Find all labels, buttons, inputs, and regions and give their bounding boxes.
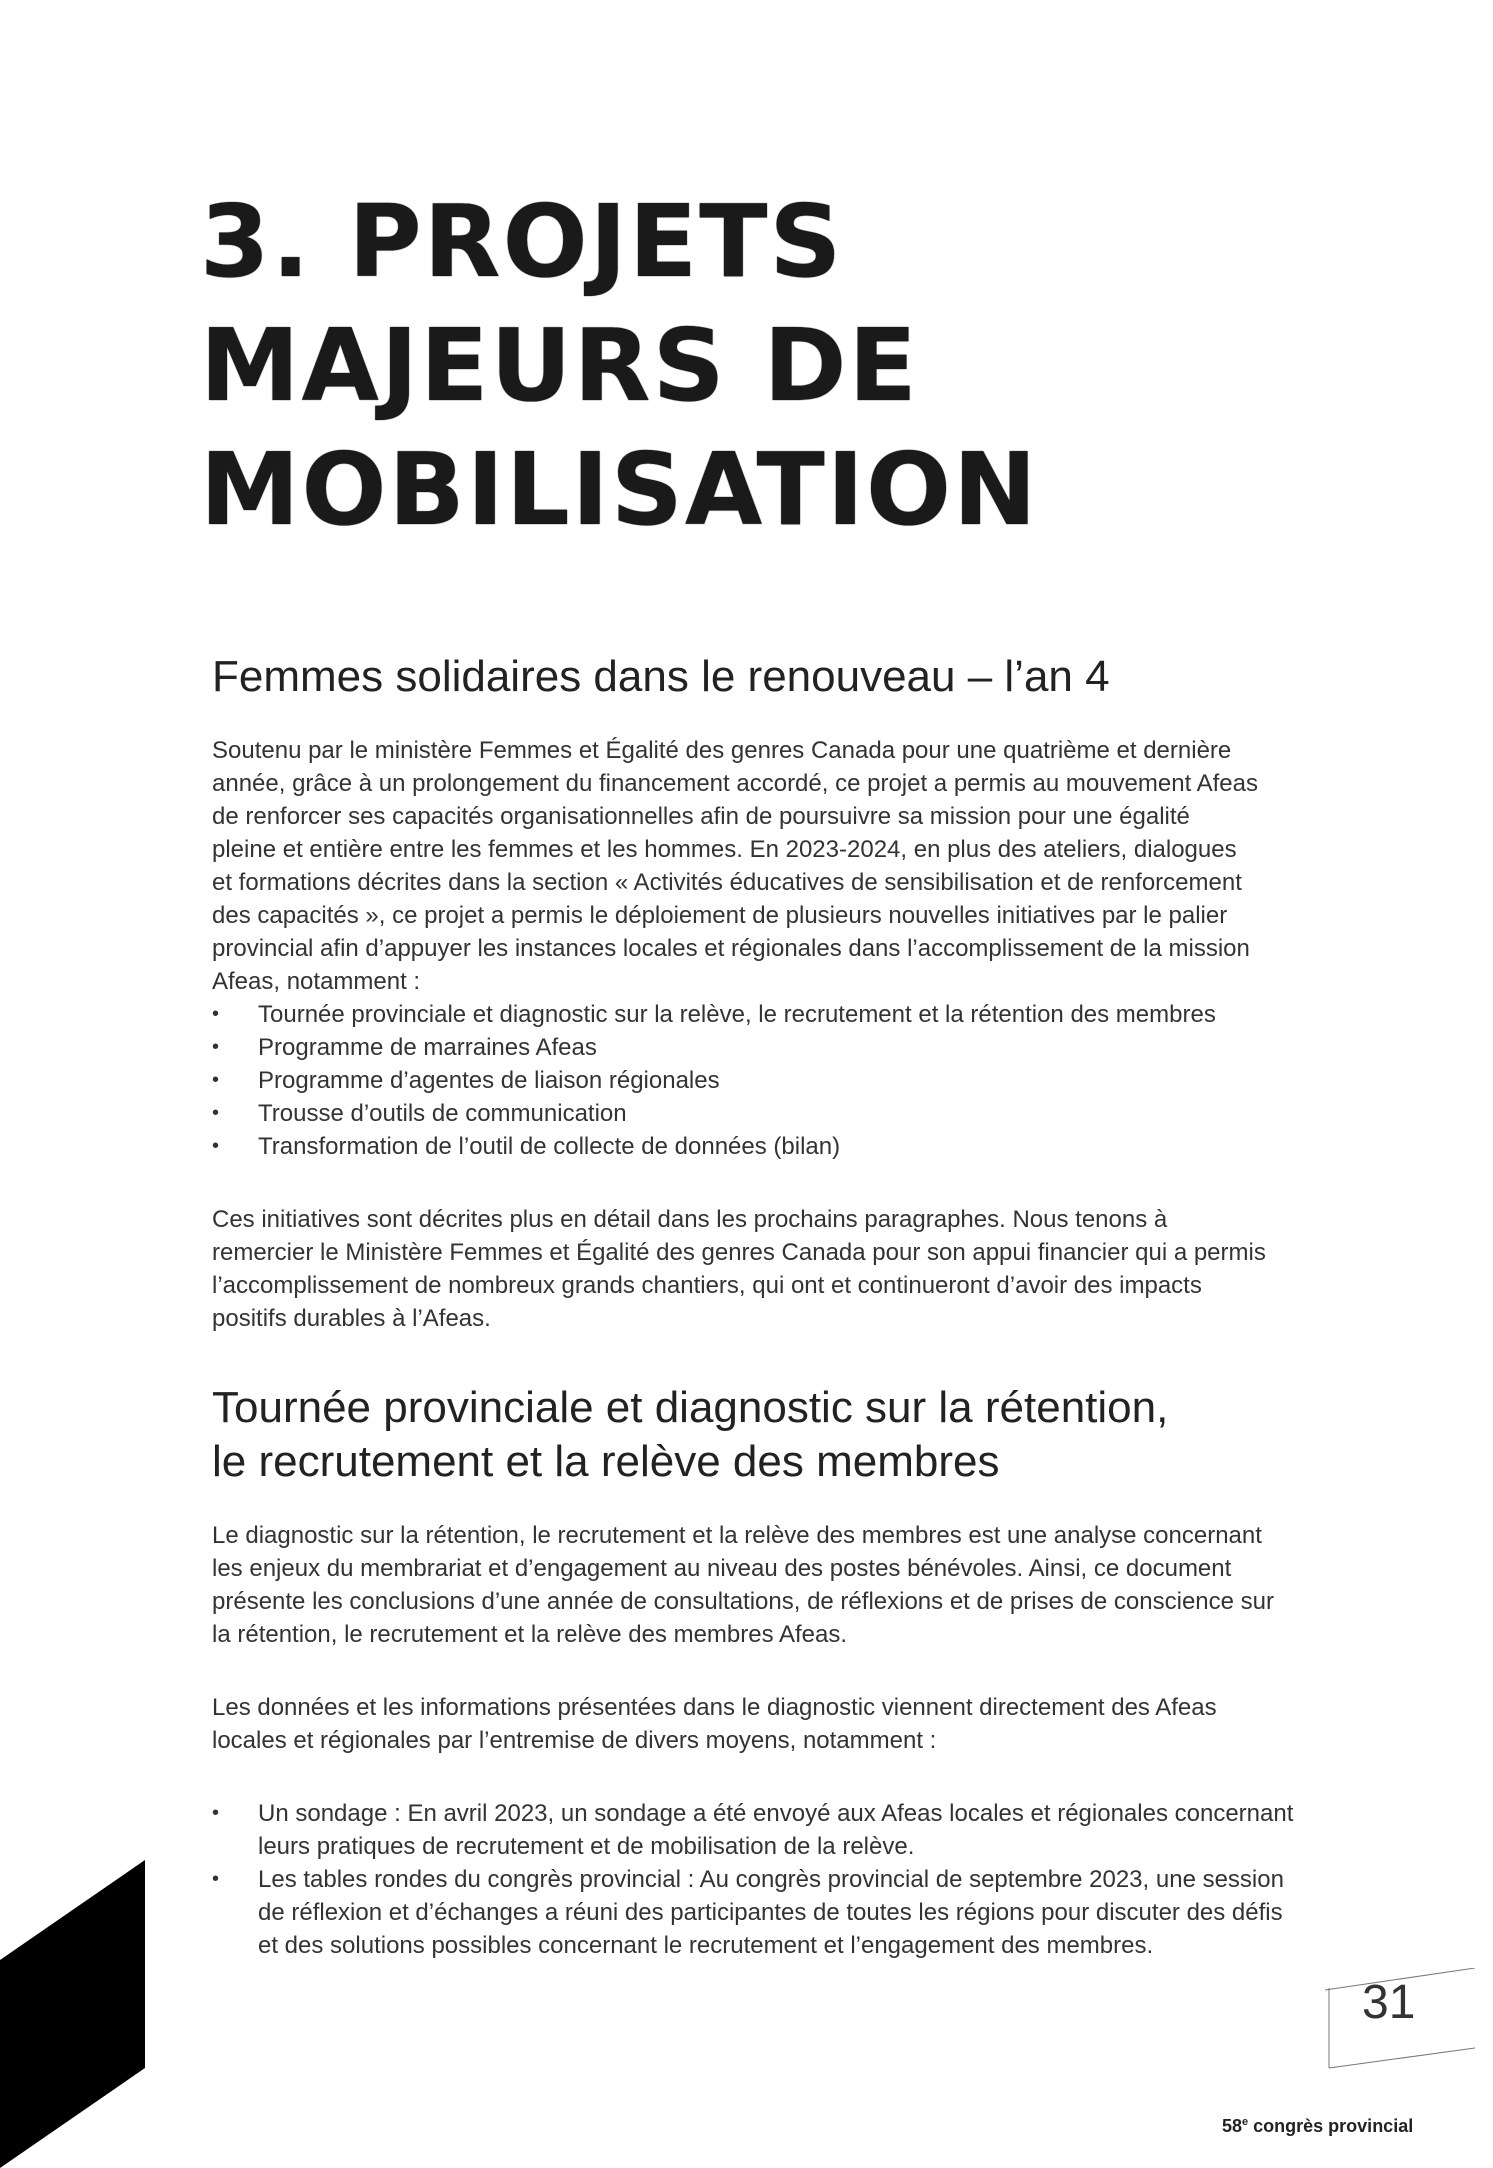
footer-congress-label <box>1222 2116 1413 2137</box>
paragraph-line: Soutenu par le ministère Femmes et Égalité des genres Canada pour une quatrième et dernière <box>212 737 1232 764</box>
section-heading-tournee-provinciale <box>212 1381 1412 1489</box>
title-line-1: 3. PROJETS <box>200 183 844 300</box>
initiatives-list <box>212 998 1412 1163</box>
list-item-text: Transformation de l’outil de collecte de données (bilan) <box>258 1133 841 1160</box>
list-item-text: de réflexion et d’échanges a réuni des participantes de toutes les régions pour discuter des défis <box>258 1899 1283 1926</box>
list-item <box>212 1797 1412 1863</box>
bullet-icon: • <box>212 1003 220 1025</box>
section1-paragraph-1 <box>212 734 1412 998</box>
paragraph-line: des capacités », ce projet a permis le déploiement de plusieurs nouvelles initiatives par le palier <box>212 902 1228 929</box>
congress-ordinal: e <box>1242 2116 1249 2128</box>
paragraph-line: Les données et les informations présentées dans le diagnostic viennent directement des Afeas <box>212 1694 1217 1721</box>
list-item-text: Un sondage : En avril 2023, un sondage a été envoyé aux Afeas locales et régionales concernant <box>258 1800 1294 1827</box>
section-heading-femmes-solidaires <box>212 650 1412 704</box>
list-item-text: et des solutions possibles concernant le recrutement et l’engagement des membres. <box>258 1932 1154 1959</box>
bullet-icon: • <box>212 1135 220 1157</box>
list-item <box>212 1064 1412 1097</box>
paragraph-line: locales et régionales par l’entremise de divers moyens, notamment : <box>212 1727 937 1754</box>
paragraph-line: de renforcer ses capacités organisationnelles afin de poursuivre sa mission pour une égalité <box>212 803 1190 830</box>
title-line-2: MAJEURS DE <box>200 307 919 424</box>
section2-heading-line-2: le recrutement et la relève des membres <box>212 1437 1000 1486</box>
paragraph-line: remercier le Ministère Femmes et Égalité des genres Canada pour son appui financier qui a permis <box>212 1239 1266 1266</box>
paragraph-line: et formations décrites dans la section « Activités éducatives de sensibilisation et de renforcement <box>212 869 1242 896</box>
congress-number: 58 <box>1222 2116 1243 2136</box>
list-item <box>212 998 1412 1031</box>
paragraph-line: provincial afin d’appuyer les instances locales et régionales dans l’accomplissement de la mission <box>212 935 1250 962</box>
list-item-text: Les tables rondes du congrès provincial : Au congrès provincial de septembre 2023, une session <box>258 1866 1284 1893</box>
paragraph-line: l’accomplissement de nombreux grands chantiers, qui ont et continueront d’avoir des impacts <box>212 1272 1202 1299</box>
section2-heading-line-1: Tournée provinciale et diagnostic sur la rétention, <box>212 1383 1169 1432</box>
list-item-text: Trousse d’outils de communication <box>258 1100 627 1127</box>
paragraph-line: Ces initiatives sont décrites plus en détail dans les prochains paragraphes. Nous tenons à <box>212 1206 1168 1233</box>
paragraph-line: présente les conclusions d’une année de consultations, de réflexions et de prises de conscience sur <box>212 1588 1274 1615</box>
bullet-icon: • <box>212 1102 220 1124</box>
paragraph-line: année, grâce à un prolongement du financement accordé, ce projet a permis au mouvement Afeas <box>212 770 1258 797</box>
page-number: 31 <box>1362 1976 1416 2029</box>
section2-paragraph-1 <box>212 1519 1412 1651</box>
list-item-text: Programme d’agentes de liaison régionales <box>258 1067 720 1094</box>
section1-paragraph-2 <box>212 1203 1412 1335</box>
list-item-text: leurs pratiques de recrutement et de mobilisation de la relève. <box>258 1833 915 1860</box>
paragraph-line: Le diagnostic sur la rétention, le recrutement et la relève des membres est une analyse concernant <box>212 1522 1262 1549</box>
section2-paragraph-2 <box>212 1691 1412 1757</box>
list-item <box>212 1097 1412 1130</box>
bullet-icon: • <box>212 1036 220 1058</box>
bullet-icon: • <box>212 1868 220 1890</box>
page-title <box>200 180 1039 552</box>
decorative-black-shape <box>0 1860 145 2168</box>
paragraph-line: pleine et entière entre les femmes et les hommes. En 2023-2024, en plus des ateliers, dialogues <box>212 836 1237 863</box>
bullet-icon: • <box>212 1069 220 1091</box>
list-item <box>212 1863 1412 1962</box>
paragraph-line: la rétention, le recrutement et la relève des membres Afeas. <box>212 1621 847 1648</box>
list-item <box>212 1031 1412 1064</box>
data-sources-list <box>212 1797 1412 1962</box>
list-item <box>212 1130 1412 1163</box>
list-item-text: Tournée provinciale et diagnostic sur la relève, le recrutement et la rétention des membres <box>258 1001 1216 1028</box>
section1-heading-text: Femmes solidaires dans le renouveau – l’an 4 <box>212 652 1110 701</box>
list-item-text: Programme de marraines Afeas <box>258 1034 597 1061</box>
title-line-3: MOBILISATION <box>200 431 1039 548</box>
main-content <box>212 650 1412 1962</box>
congress-text: congrès provincial <box>1248 2116 1414 2136</box>
paragraph-line: les enjeux du membrariat et d’engagement au niveau des postes bénévoles. Ainsi, ce document <box>212 1555 1232 1582</box>
bullet-icon: • <box>212 1802 220 1824</box>
paragraph-line: Afeas, notamment : <box>212 968 421 995</box>
paragraph-line: positifs durables à l’Afeas. <box>212 1305 491 1332</box>
